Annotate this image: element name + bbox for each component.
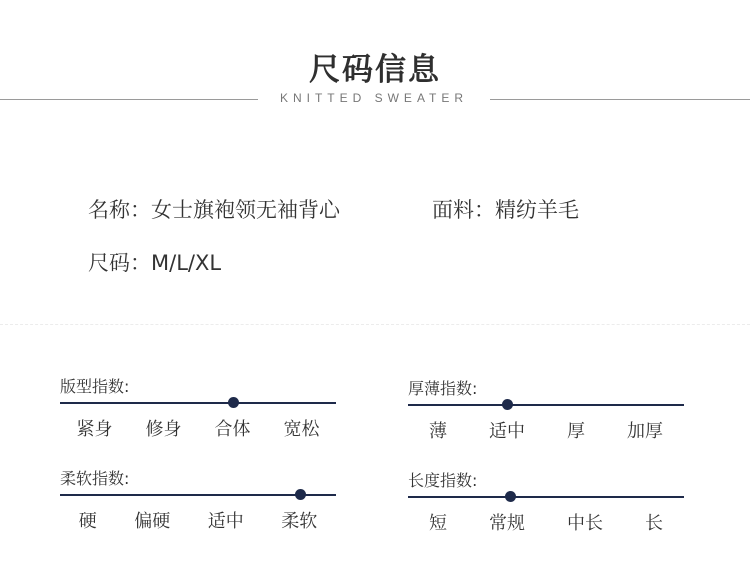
length-index-options	[408, 509, 684, 533]
softness-index-option: 硬	[78, 511, 97, 532]
thickness-index	[408, 376, 684, 446]
softness-index	[60, 466, 336, 536]
softness-index-option: 偏硬	[134, 511, 171, 532]
fit-index-option: 紧身	[76, 419, 113, 440]
fit-index-marker	[228, 397, 239, 408]
fit-index-option: 合体	[214, 419, 251, 440]
subtitle-rule-right	[490, 99, 750, 100]
thickness-index-track	[408, 404, 684, 406]
length-index-option: 短	[429, 513, 447, 534]
section-divider	[0, 324, 750, 325]
thickness-index-options	[408, 417, 684, 441]
thickness-index-marker	[502, 399, 513, 410]
softness-index-options	[60, 507, 336, 531]
subtitle-row	[0, 90, 750, 110]
length-index-marker	[505, 491, 516, 502]
fit-index-track	[60, 402, 336, 404]
thickness-index-option: 薄	[429, 421, 447, 442]
thickness-index-option: 适中	[489, 421, 525, 442]
length-index-track	[408, 496, 684, 498]
length-index-option: 中长	[567, 513, 603, 534]
thickness-index-option: 厚	[567, 421, 585, 442]
softness-index-title: 柔软指数:	[60, 469, 130, 488]
fit-index	[60, 374, 336, 444]
length-index-option: 长	[645, 513, 663, 534]
fit-index-option: 修身	[145, 419, 182, 440]
softness-index-option: 适中	[207, 511, 244, 532]
subtitle: KNITTED SWEATER	[279, 91, 469, 105]
length-index	[408, 468, 684, 538]
page-title: 尺码信息	[309, 52, 441, 88]
product-size: 尺码：M/L/XL	[88, 251, 222, 275]
softness-index-option: 柔软	[281, 511, 318, 532]
thickness-index-title: 厚薄指数:	[408, 379, 478, 398]
fit-index-options	[60, 415, 336, 439]
fit-index-option: 宽松	[283, 419, 320, 440]
product-name: 名称：女士旗袍领无袖背心	[88, 198, 340, 222]
thickness-index-option: 加厚	[627, 421, 663, 442]
length-index-title: 长度指数:	[408, 471, 478, 490]
length-index-option: 常规	[489, 513, 525, 534]
subtitle-rule-left	[0, 99, 258, 100]
fit-index-title: 版型指数:	[60, 377, 130, 396]
softness-index-marker	[295, 489, 306, 500]
product-fabric: 面料：精纺羊毛	[432, 198, 579, 222]
